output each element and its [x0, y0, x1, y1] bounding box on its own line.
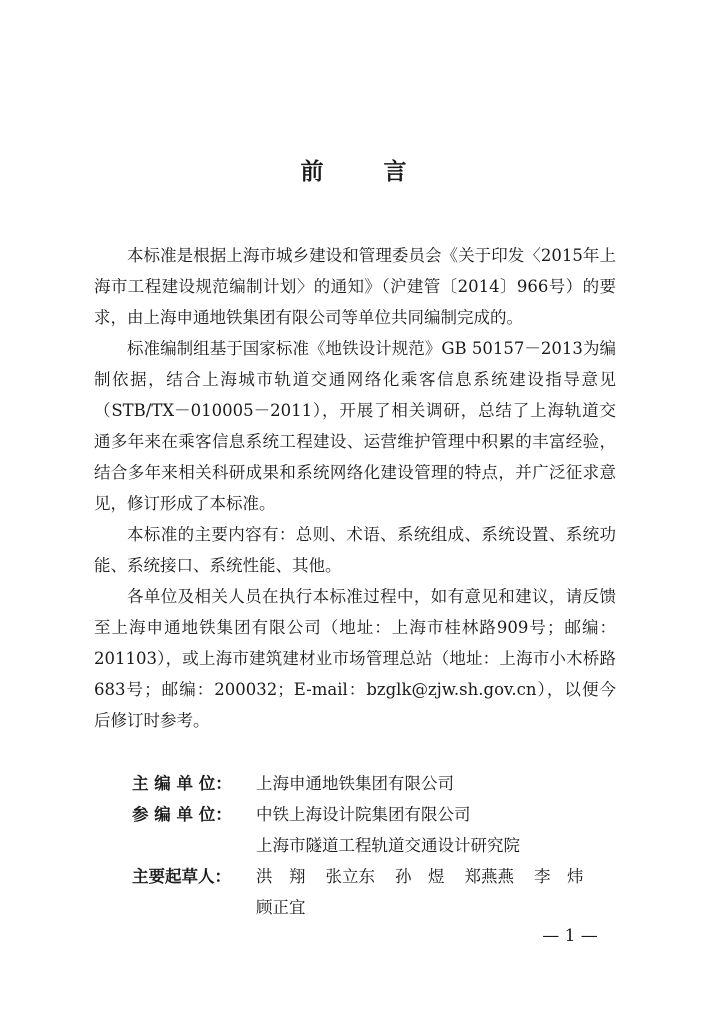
drafters-line-2: [256, 892, 616, 923]
drafter-name: 洪 翔: [256, 867, 306, 886]
credits-section: [94, 768, 616, 923]
chief-editor-unit: 上海申通地铁集团有限公司: [256, 774, 454, 793]
drafters-label: 主要起草人：: [132, 867, 231, 886]
paragraph-3: 本标准的主要内容有：总则、术语、系统组成、系统设置、系统功能、系统接口、系统性能、其他。: [94, 525, 616, 575]
drafters-row: [94, 861, 616, 923]
drafters-list: [256, 861, 616, 923]
drafter-name: 张立东: [325, 867, 375, 886]
drafter-name: 李 炜: [534, 867, 584, 886]
chief-editor-row: [94, 768, 616, 799]
drafters-line-1: [256, 861, 616, 892]
drafter-name: 郑燕燕: [464, 867, 514, 886]
participant-label: 参 编 单 位：: [132, 805, 232, 824]
page-title: 前 言: [300, 159, 433, 185]
paragraph-2: 标准编制组基于国家标准《地铁设计规范》GB 50157－2013为编制依据，结合上海城市轨道交通网络化乘客信息系统建设指导意见（STB/TX－010005－2011），开展了相关调研，总结了上海轨道交通多年来在乘客信息系统工程建设、运营维护管理中积累的丰富经验，结合多年来相关科研成果和系统网络化建设管理的特点，并广泛征求意见，修订形成了本标准。: [94, 339, 616, 513]
participant-unit: 上海市隧道工程轨道交通设计研究院: [256, 836, 520, 855]
chief-editor-label: 主 编 单 位：: [132, 774, 232, 793]
paragraph-4: 各单位及相关人员在执行本标准过程中，如有意见和建议，请反馈至上海申通地铁集团有限公司（地址：上海市桂林路909号；邮编：201103），或上海市建筑建材业市场管理总站（地址：上海市小木桥路683号；邮编：200032；E-mail：bzglk@zjw.sh.gov.cn），以便今后修订时参考。: [94, 587, 616, 730]
participant-row: [94, 799, 616, 861]
participant-unit: 中铁上海设计院集团有限公司: [256, 805, 471, 824]
chief-editor-units: [256, 768, 616, 799]
preface-body: [94, 240, 616, 736]
participant-units: [256, 799, 616, 861]
page-number: — 1 —: [542, 926, 598, 946]
drafter-name: 顾正宜: [256, 898, 306, 917]
paragraph-1: 本标准是根据上海市城乡建设和管理委员会《关于印发〈2015年上海市工程建设规范编制计划〉的通知》（沪建管〔2014〕966号）的要求，由上海申通地铁集团有限公司等单位共同编制完成的。: [94, 246, 616, 327]
drafter-name: 孙 煜: [395, 867, 445, 886]
